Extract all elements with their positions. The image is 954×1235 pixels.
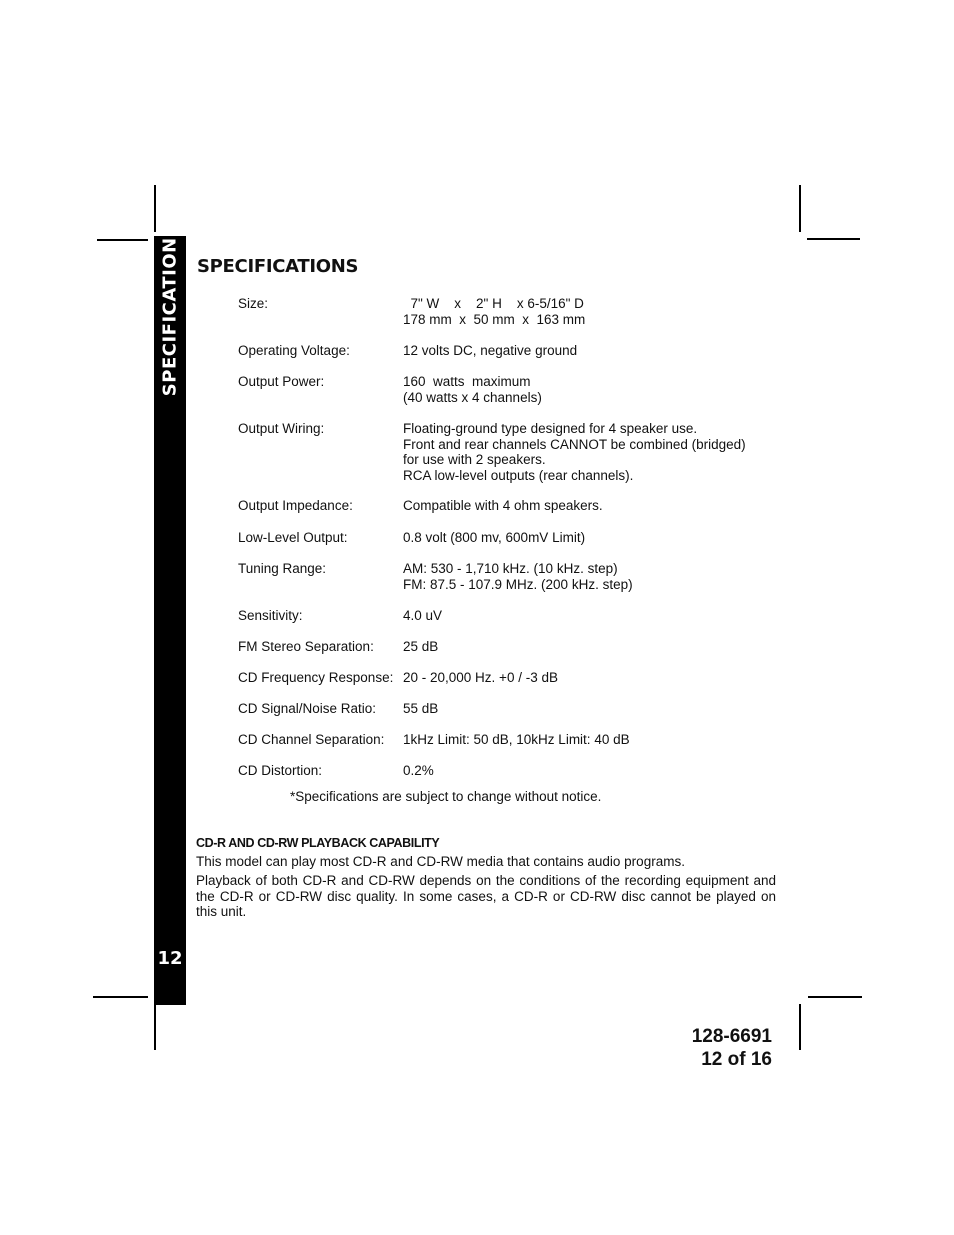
- spec-values: [403, 296, 585, 327]
- spec-label: Operating Voltage:: [238, 343, 350, 358]
- spec-value: for use with 2 speakers.: [403, 452, 546, 467]
- spec-values: [403, 561, 633, 592]
- cd-section-heading: CD-R AND CD-RW PLAYBACK CAPABILITY: [196, 836, 440, 850]
- spec-value: Front and rear channels CANNOT be combined (bridged): [403, 436, 746, 452]
- spec-value: (40 watts x 4 channels): [403, 389, 542, 405]
- spec-value: AM: 530 - 1,710 kHz. (10 kHz. step): [403, 561, 618, 576]
- cd-section-paragraph-1: This model can play most CD-R and CD-RW media that contains audio programs.: [196, 854, 685, 869]
- spec-note: *Specifications are subject to change without notice.: [290, 789, 602, 804]
- spec-label: CD Channel Separation:: [238, 732, 385, 747]
- sidebar-title: SPECIFICATIONS: [159, 223, 181, 397]
- spec-label: CD Signal/Noise Ratio:: [238, 701, 377, 716]
- spec-values: [403, 732, 630, 748]
- spec-value: 55 dB: [403, 701, 439, 716]
- sidebar-page-number: 12: [157, 948, 183, 969]
- spec-value: 7" W x 2" H x 6-5/16" D: [403, 296, 584, 311]
- spec-label: Output Power:: [238, 374, 325, 389]
- spec-values: [403, 639, 438, 655]
- spec-values: [403, 763, 434, 779]
- spec-value: 1kHz Limit: 50 dB, 10kHz Limit: 40 dB: [403, 732, 630, 747]
- page-title: SPECIFICATIONS: [197, 256, 359, 277]
- spec-value: 0.2%: [403, 763, 434, 778]
- crop-mark-top-right-vertical: [799, 185, 801, 232]
- spec-values: [403, 670, 558, 686]
- spec-value: 160 watts maximum: [403, 374, 531, 389]
- spec-label: Sensitivity:: [238, 608, 303, 623]
- spec-label: Output Wiring:: [238, 421, 325, 436]
- spec-values: [403, 421, 746, 483]
- spec-value: 12 volts DC, negative ground: [403, 343, 578, 358]
- spec-value: Compatible with 4 ohm speakers.: [403, 498, 603, 513]
- spec-value: FM: 87.5 - 107.9 MHz. (200 kHz. step): [403, 576, 633, 592]
- spec-values: [403, 343, 577, 359]
- spec-label: Size:: [238, 296, 269, 311]
- crop-mark-bottom-left-vertical: [154, 1005, 156, 1050]
- spec-values: [403, 530, 585, 546]
- spec-label: CD Distortion:: [238, 763, 323, 778]
- spec-label: Low-Level Output:: [238, 530, 348, 545]
- document-id: 128-6691: [691, 1026, 772, 1047]
- spec-value: 4.0 uV: [403, 608, 443, 623]
- spec-value: 0.8 volt (800 mv, 600mV Limit): [403, 530, 586, 545]
- crop-mark-top-left-horizontal: [97, 239, 148, 241]
- crop-mark-bottom-right-horizontal: [808, 996, 862, 998]
- spec-value: 20 - 20,000 Hz. +0 / -3 dB: [403, 670, 558, 685]
- spec-values: [403, 608, 442, 624]
- spec-value: 178 mm x 50 mm x 163 mm: [403, 311, 586, 327]
- spec-label: Tuning Range:: [238, 561, 327, 576]
- spec-values: [403, 701, 438, 717]
- spec-values: [403, 374, 542, 405]
- crop-mark-top-left-vertical: [154, 185, 156, 232]
- spec-values: [403, 498, 603, 514]
- spec-value: Floating-ground type designed for 4 speaker use.: [403, 421, 698, 436]
- spec-label: CD Frequency Response:: [238, 670, 394, 685]
- spec-value: RCA low-level outputs (rear channels).: [403, 467, 634, 483]
- spec-label: Output Impedance:: [238, 498, 353, 513]
- page-count: 12 of 16: [701, 1049, 772, 1070]
- crop-mark-bottom-right-vertical: [799, 1004, 801, 1050]
- crop-mark-top-right-horizontal: [807, 238, 860, 240]
- crop-mark-bottom-left-horizontal: [93, 996, 148, 998]
- cd-section-paragraph-2: Playback of both CD-R and CD-RW depends on the conditions of the recording equipment and the CD-R or CD-RW disc quality. In some cases, a CD-R or CD-RW disc cannot be played on this unit.: [196, 873, 776, 919]
- spec-value: 25 dB: [403, 639, 439, 654]
- spec-label: FM Stereo Separation:: [238, 639, 374, 654]
- section-sidebar: [154, 223, 186, 1005]
